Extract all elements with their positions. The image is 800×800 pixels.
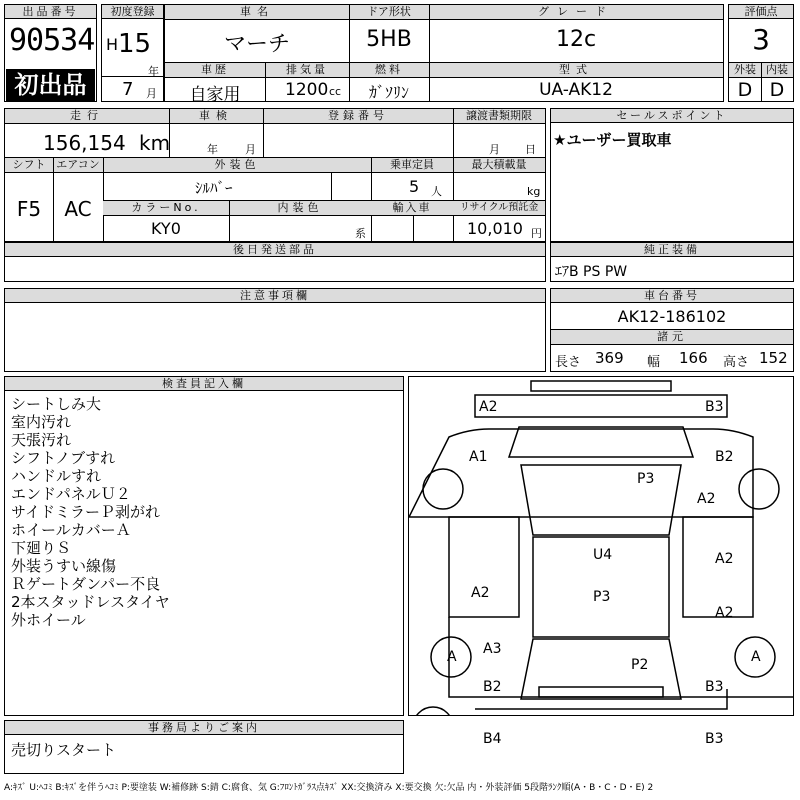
first-reg-label: 初度登録 bbox=[102, 5, 163, 19]
mark-rear-gate: P2 bbox=[631, 657, 649, 673]
equipment: ｴｱB PS PW bbox=[555, 264, 628, 280]
rear-window bbox=[521, 639, 681, 699]
car-box bbox=[164, 4, 724, 105]
tire-front-left bbox=[423, 469, 463, 509]
door-shape: 5HB bbox=[366, 27, 412, 52]
inspector-note: 外装うすい線傷 bbox=[11, 557, 117, 575]
recycle-unit: 円 bbox=[531, 227, 542, 240]
mark-rear-panel-left: B4 bbox=[483, 731, 502, 747]
car-name-label: 車名 bbox=[240, 5, 274, 18]
score: 3 bbox=[752, 23, 770, 56]
model-label: 型式 bbox=[559, 63, 593, 76]
mark-hood: P3 bbox=[637, 471, 655, 487]
capacity-unit: 人 bbox=[431, 185, 442, 198]
mark-right-front-door: A2 bbox=[697, 491, 716, 507]
capacity: 5 bbox=[409, 177, 420, 196]
lot-label: 出品番号 bbox=[5, 5, 96, 19]
history: 自家用 bbox=[189, 85, 241, 105]
windshield bbox=[521, 465, 681, 535]
exterior-label: 外装 bbox=[734, 63, 756, 76]
mark-roof: U4 bbox=[593, 547, 613, 563]
legend: A:ｷｽﾞ U:ﾍｺﾐ B:ｷｽﾞを伴うﾍｺﾐ P:要塗装 W:補修跡 S:錆 C:腐食、気 G:ﾌﾛﾝﾄｶﾞﾗｽ点ｷｽﾞ XX:交換済み X:要交換 欠:欠品 内・外装評価 5段階ﾗﾝｸ順(A・B・C・D・E) 2 bbox=[4, 783, 654, 793]
max-load-label: 最大積載量 bbox=[471, 158, 527, 171]
hood bbox=[509, 427, 693, 457]
first-listing-tag: 初出品 bbox=[6, 69, 95, 101]
chassis-number: AK12-186102 bbox=[617, 307, 727, 326]
inspector-note: サイドミラーＰ剥がれ bbox=[11, 503, 160, 521]
height: 152 bbox=[759, 349, 788, 367]
inspector-note: エンドパネルＵ２ bbox=[11, 485, 131, 503]
interior-grade: D bbox=[769, 79, 785, 101]
inspector-note: 室内汚れ bbox=[11, 413, 72, 431]
color-no: KY0 bbox=[151, 219, 181, 238]
mileage-label: 走行 bbox=[70, 109, 104, 122]
first-reg-month: 7 bbox=[122, 79, 134, 100]
grade: 12c bbox=[555, 27, 597, 52]
inspection-year-unit: 年 bbox=[207, 143, 218, 156]
office-label: 事務局よりご案内 bbox=[5, 721, 403, 735]
inspection-label: 車検 bbox=[199, 109, 233, 122]
month-unit: 月 bbox=[146, 87, 157, 100]
inspection-month-unit: 月 bbox=[245, 143, 256, 156]
spec-box bbox=[4, 108, 546, 242]
rear-panel bbox=[539, 687, 663, 697]
first-reg-box bbox=[101, 4, 164, 102]
left-doors bbox=[449, 517, 519, 617]
length: 369 bbox=[595, 349, 624, 367]
int-color-unit: 系 bbox=[355, 227, 366, 240]
right-doors bbox=[683, 517, 753, 617]
length-label: 長さ bbox=[555, 355, 582, 370]
fuel-label: 燃料 bbox=[375, 63, 403, 76]
car-diagram-svg bbox=[409, 377, 793, 715]
later-parts-label: 後日発送部品 bbox=[5, 243, 545, 257]
mark-rear-window: P3 bbox=[593, 589, 611, 605]
car-name: マーチ bbox=[223, 32, 290, 57]
inspector-label: 検査員記入欄 bbox=[5, 377, 403, 391]
inspector-note: ホイールカバーＡ bbox=[11, 521, 131, 539]
displacement: 1200 bbox=[285, 80, 329, 100]
first-reg-year: 15 bbox=[118, 29, 152, 59]
mark-rear-bumper-left: B2 bbox=[483, 679, 502, 695]
inspector-notes bbox=[11, 395, 170, 629]
recycle-label: リサイクル預託金 bbox=[459, 202, 539, 213]
mark-right-rear-door: A2 bbox=[715, 551, 734, 567]
shift: F5 bbox=[16, 197, 42, 221]
mark-rear-left-quarter: A3 bbox=[483, 641, 502, 657]
inspector-note: ハンドルすれ bbox=[11, 467, 102, 485]
aircon: AC bbox=[64, 197, 92, 221]
chassis-box bbox=[550, 288, 794, 372]
mileage-unit: km bbox=[139, 131, 171, 155]
model: UA-AK12 bbox=[539, 80, 613, 100]
sales-point: ★ユーザー買取車 bbox=[553, 131, 672, 149]
inspector-note: 天張汚れ bbox=[11, 431, 72, 449]
load-unit: kg bbox=[527, 185, 541, 198]
dims-label: 諸元 bbox=[657, 330, 687, 343]
history-label: 車歴 bbox=[201, 63, 229, 76]
exterior-grade: D bbox=[737, 79, 753, 101]
mark-rear-right-wheel: A bbox=[751, 649, 761, 665]
mark-front-bumper-left: A2 bbox=[479, 399, 498, 415]
inspector-note: Ｒゲートダンパー不良 bbox=[11, 575, 161, 593]
color-no-label: カラーNo. bbox=[131, 201, 201, 214]
front-bumper bbox=[475, 395, 727, 417]
mark-right-quarter: A2 bbox=[715, 605, 734, 621]
mark-front-fender-left: A1 bbox=[469, 449, 488, 465]
chassis-label: 車台番号 bbox=[551, 289, 793, 303]
grade-label: グレード bbox=[538, 5, 614, 18]
fuel: ｶﾞｿﾘﾝ bbox=[368, 83, 409, 102]
score-label: 評価点 bbox=[729, 5, 793, 19]
capacity-label: 乗車定員 bbox=[390, 158, 434, 171]
interior-label: 内装 bbox=[766, 63, 788, 76]
inspector-note: シフトノブすれ bbox=[11, 449, 116, 467]
sales-point-box bbox=[550, 108, 794, 242]
mark-rear-left-wheel: A bbox=[447, 649, 457, 665]
int-color-label: 内装色 bbox=[277, 201, 323, 214]
width: 166 bbox=[679, 349, 708, 367]
front-bumper-strip bbox=[531, 381, 671, 391]
ext-color-label: 外装色 bbox=[214, 158, 260, 171]
width-label: 幅 bbox=[647, 355, 661, 370]
equipment-label: 純正装備 bbox=[551, 243, 793, 257]
aircon-label: エアコン bbox=[56, 158, 100, 171]
transfer-month-unit: 月 bbox=[489, 143, 500, 156]
recycle: 10,010 bbox=[467, 219, 523, 238]
mark-front-bumper-right: B3 bbox=[705, 399, 724, 415]
door-label: ドア形状 bbox=[367, 5, 411, 18]
displacement-label: 排気量 bbox=[286, 63, 328, 76]
mark-front-fender-right: B2 bbox=[715, 449, 734, 465]
office-box bbox=[4, 720, 404, 774]
inspector-note: 外ホイール bbox=[11, 611, 86, 629]
era: H bbox=[106, 35, 119, 54]
notes-box bbox=[4, 288, 546, 372]
transfer-label: 譲渡書類期限 bbox=[466, 109, 532, 122]
shift-label: シフト bbox=[12, 158, 46, 171]
ext-color: ｼﾙﾊﾞｰ bbox=[195, 179, 233, 197]
sales-point-label: セールスポイント bbox=[551, 109, 793, 123]
equipment-box bbox=[550, 242, 794, 282]
mark-rear-panel-right: B3 bbox=[705, 731, 724, 747]
reg-no-label: 登録番号 bbox=[328, 109, 388, 122]
later-parts-box bbox=[4, 242, 546, 282]
damage-diagram bbox=[408, 376, 794, 747]
office-note: 売切りスタート bbox=[11, 741, 117, 759]
mileage-value: 156,154 bbox=[43, 131, 126, 155]
import-label: 輸入車 bbox=[392, 201, 432, 214]
year-unit: 年 bbox=[148, 65, 159, 78]
lot-number: 90534 bbox=[9, 23, 95, 58]
mark-left-rear-door: A2 bbox=[471, 585, 490, 601]
score-box bbox=[728, 4, 794, 102]
transfer-day-unit: 日 bbox=[525, 143, 536, 156]
spare-tire bbox=[413, 707, 453, 715]
tire-front-right bbox=[739, 469, 779, 509]
inspector-note: 2本スタッドレスタイヤ bbox=[11, 593, 170, 611]
inspector-note: シートしみ大 bbox=[11, 395, 102, 413]
cc-unit: cc bbox=[329, 85, 342, 98]
notes-title: 注意事項欄 bbox=[5, 289, 545, 303]
lot-box bbox=[4, 4, 97, 102]
inspector-note: 下廻りＳ bbox=[11, 539, 72, 557]
inspector-box bbox=[4, 376, 404, 716]
height-label: 高さ bbox=[723, 355, 750, 370]
mark-rear-bumper-right: B3 bbox=[705, 679, 724, 695]
